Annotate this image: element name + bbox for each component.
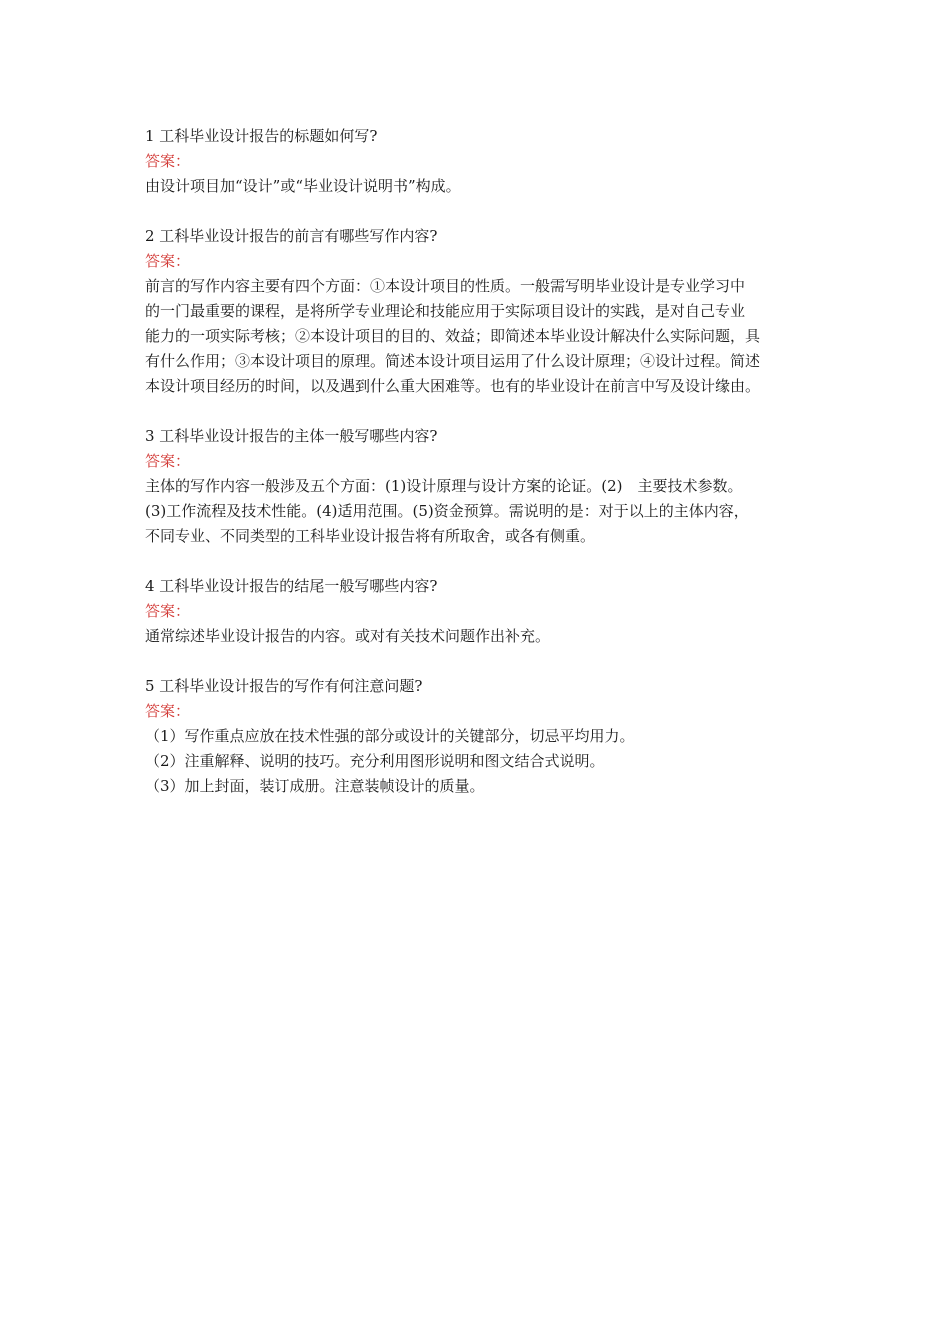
question-5: 5 工科毕业设计报告的写作有何注意问题?: [145, 677, 423, 695]
question-4: 4 工科毕业设计报告的结尾一般写哪些内容?: [145, 577, 438, 595]
answer-label: 答案：: [145, 252, 191, 270]
question-2: 2 工科毕业设计报告的前言有哪些写作内容?: [145, 227, 438, 245]
document-body: [145, 124, 825, 824]
answer-label: 答案：: [145, 602, 191, 620]
answer-label: 答案：: [145, 452, 191, 470]
answer-line: 主体的写作内容一般涉及五个方面：(1)设计原理与设计方案的论证。(2) 主要技术参数。: [145, 477, 743, 495]
answer-line: 有什么作用；③本设计项目的原理。简述本设计项目运用了什么设计原理；④设计过程。简述: [145, 352, 761, 370]
qa-item-2: [145, 224, 825, 399]
answer-line: 由设计项目加“设计”或“毕业设计说明书”构成。: [145, 177, 461, 195]
answer-line: 本设计项目经历的时间，以及遇到什么重大困难等。也有的毕业设计在前言中写及设计缘由。: [145, 377, 761, 395]
answer-line: （3）加上封面，装订成册。注意装帧设计的质量。: [145, 777, 485, 795]
question-3: 3 工科毕业设计报告的主体一般写哪些内容?: [145, 427, 438, 445]
question-1: 1 工科毕业设计报告的标题如何写?: [145, 127, 378, 145]
answer-line: 通常综述毕业设计报告的内容。或对有关技术问题作出补充。: [145, 627, 551, 645]
qa-item-4: [145, 574, 825, 649]
answer-line: （1）写作重点应放在技术性强的部分或设计的关键部分，切忌平均用力。: [145, 727, 635, 745]
answer-label: 答案：: [145, 702, 191, 720]
answer-line: 能力的一项实际考核；②本设计项目的目的、效益；即简述本毕业设计解决什么实际问题，具: [145, 327, 761, 345]
qa-item-1: [145, 124, 825, 199]
answer-label: 答案：: [145, 152, 191, 170]
answer-line: 前言的写作内容主要有四个方面：①本设计项目的性质。一般需写明毕业设计是专业学习中: [145, 277, 746, 295]
answer-line: （2）注重解释、说明的技巧。充分利用图形说明和图文结合式说明。: [145, 752, 605, 770]
answer-line: 的一门最重要的课程，是将所学专业理论和技能应用于实际项目设计的实践，是对自己专业: [145, 302, 746, 320]
answer-line: (3)工作流程及技术性能。(4)适用范围。(5)资金预算。需说明的是：对于以上的主体内容，: [145, 502, 749, 520]
answer-line: 不同专业、不同类型的工科毕业设计报告将有所取舍，或各有侧重。: [145, 527, 596, 545]
qa-item-3: [145, 424, 825, 549]
qa-item-5: [145, 674, 825, 799]
